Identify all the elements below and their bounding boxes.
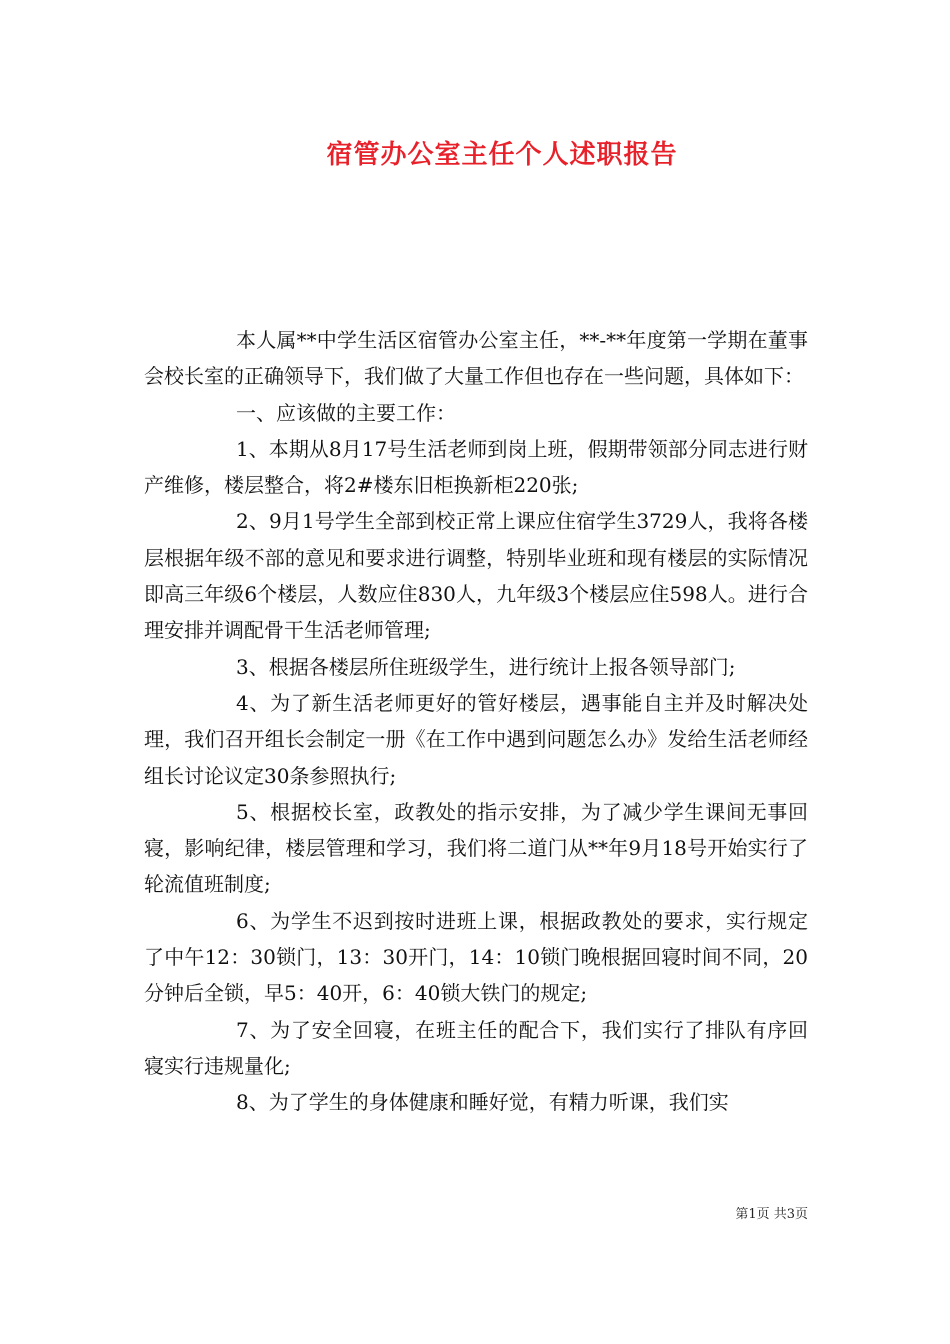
paragraph-item-2: 2、9月1号学生全部到校正常上课应住宿学生3729人，我将各楼层根据年级不部的意见和要求进行调整，特别毕业班和现有楼层的实际情况即高三年级6个楼层，人数应住830人，九年级3个楼层应住598人。进行合理安排并调配骨干生活老师管理; xyxy=(144,509,808,643)
paragraph-item-5: 5、根据校长室，政教处的指示安排，为了减少学生课间无事回寝，影响纪律，楼层管理和学习，我们将二道门从**年9月18号开始实行了轮流值班制度; xyxy=(144,799,808,897)
paragraph-item-4: 4、为了新生活老师更好的管好楼层，遇事能自主并及时解决处理，我们召开组长会制定一册《在工作中遇到问题怎么办》发给生活老师经组长讨论议定30条参照执行; xyxy=(144,690,808,788)
paragraph-item-7: 7、为了安全回寝，在班主任的配合下，我们实行了排队有序回寝实行违规量化; xyxy=(144,1017,808,1078)
document-title: 宿管办公室主任个人述职报告 xyxy=(326,140,678,170)
page-footer: 第1页 共3页 xyxy=(735,1207,808,1222)
paragraph-item-6: 6、为学生不迟到按时进班上课，根据政教处的要求，实行规定了中午12：30锁门，13：30开门，14：10锁门晚根据回寝时间不同，20分钟后全锁，早5：40开，6：40锁大铁门的规定; xyxy=(144,908,808,1006)
paragraph-item-8: 8、为了学生的身体健康和睡好觉，有精力听课，我们实 xyxy=(236,1090,729,1115)
paragraph-item-1: 1、本期从8月17号生活老师到岗上班，假期带领部分同志进行财产维修，楼层整合，将2#楼东旧柜换新柜220张; xyxy=(144,436,808,498)
paragraph-intro: 本人属**中学生活区宿管办公室主任，**-**年度第一学期在董事会校长室的正确领导下，我们做了大量工作但也存在一些问题，具体如下： xyxy=(144,328,808,389)
paragraph-section-heading: 一、应该做的主要工作： xyxy=(236,400,456,425)
document-body xyxy=(144,322,808,1121)
paragraph-item-3: 3、根据各楼层所住班级学生，进行统计上报各领导部门; xyxy=(236,654,736,679)
